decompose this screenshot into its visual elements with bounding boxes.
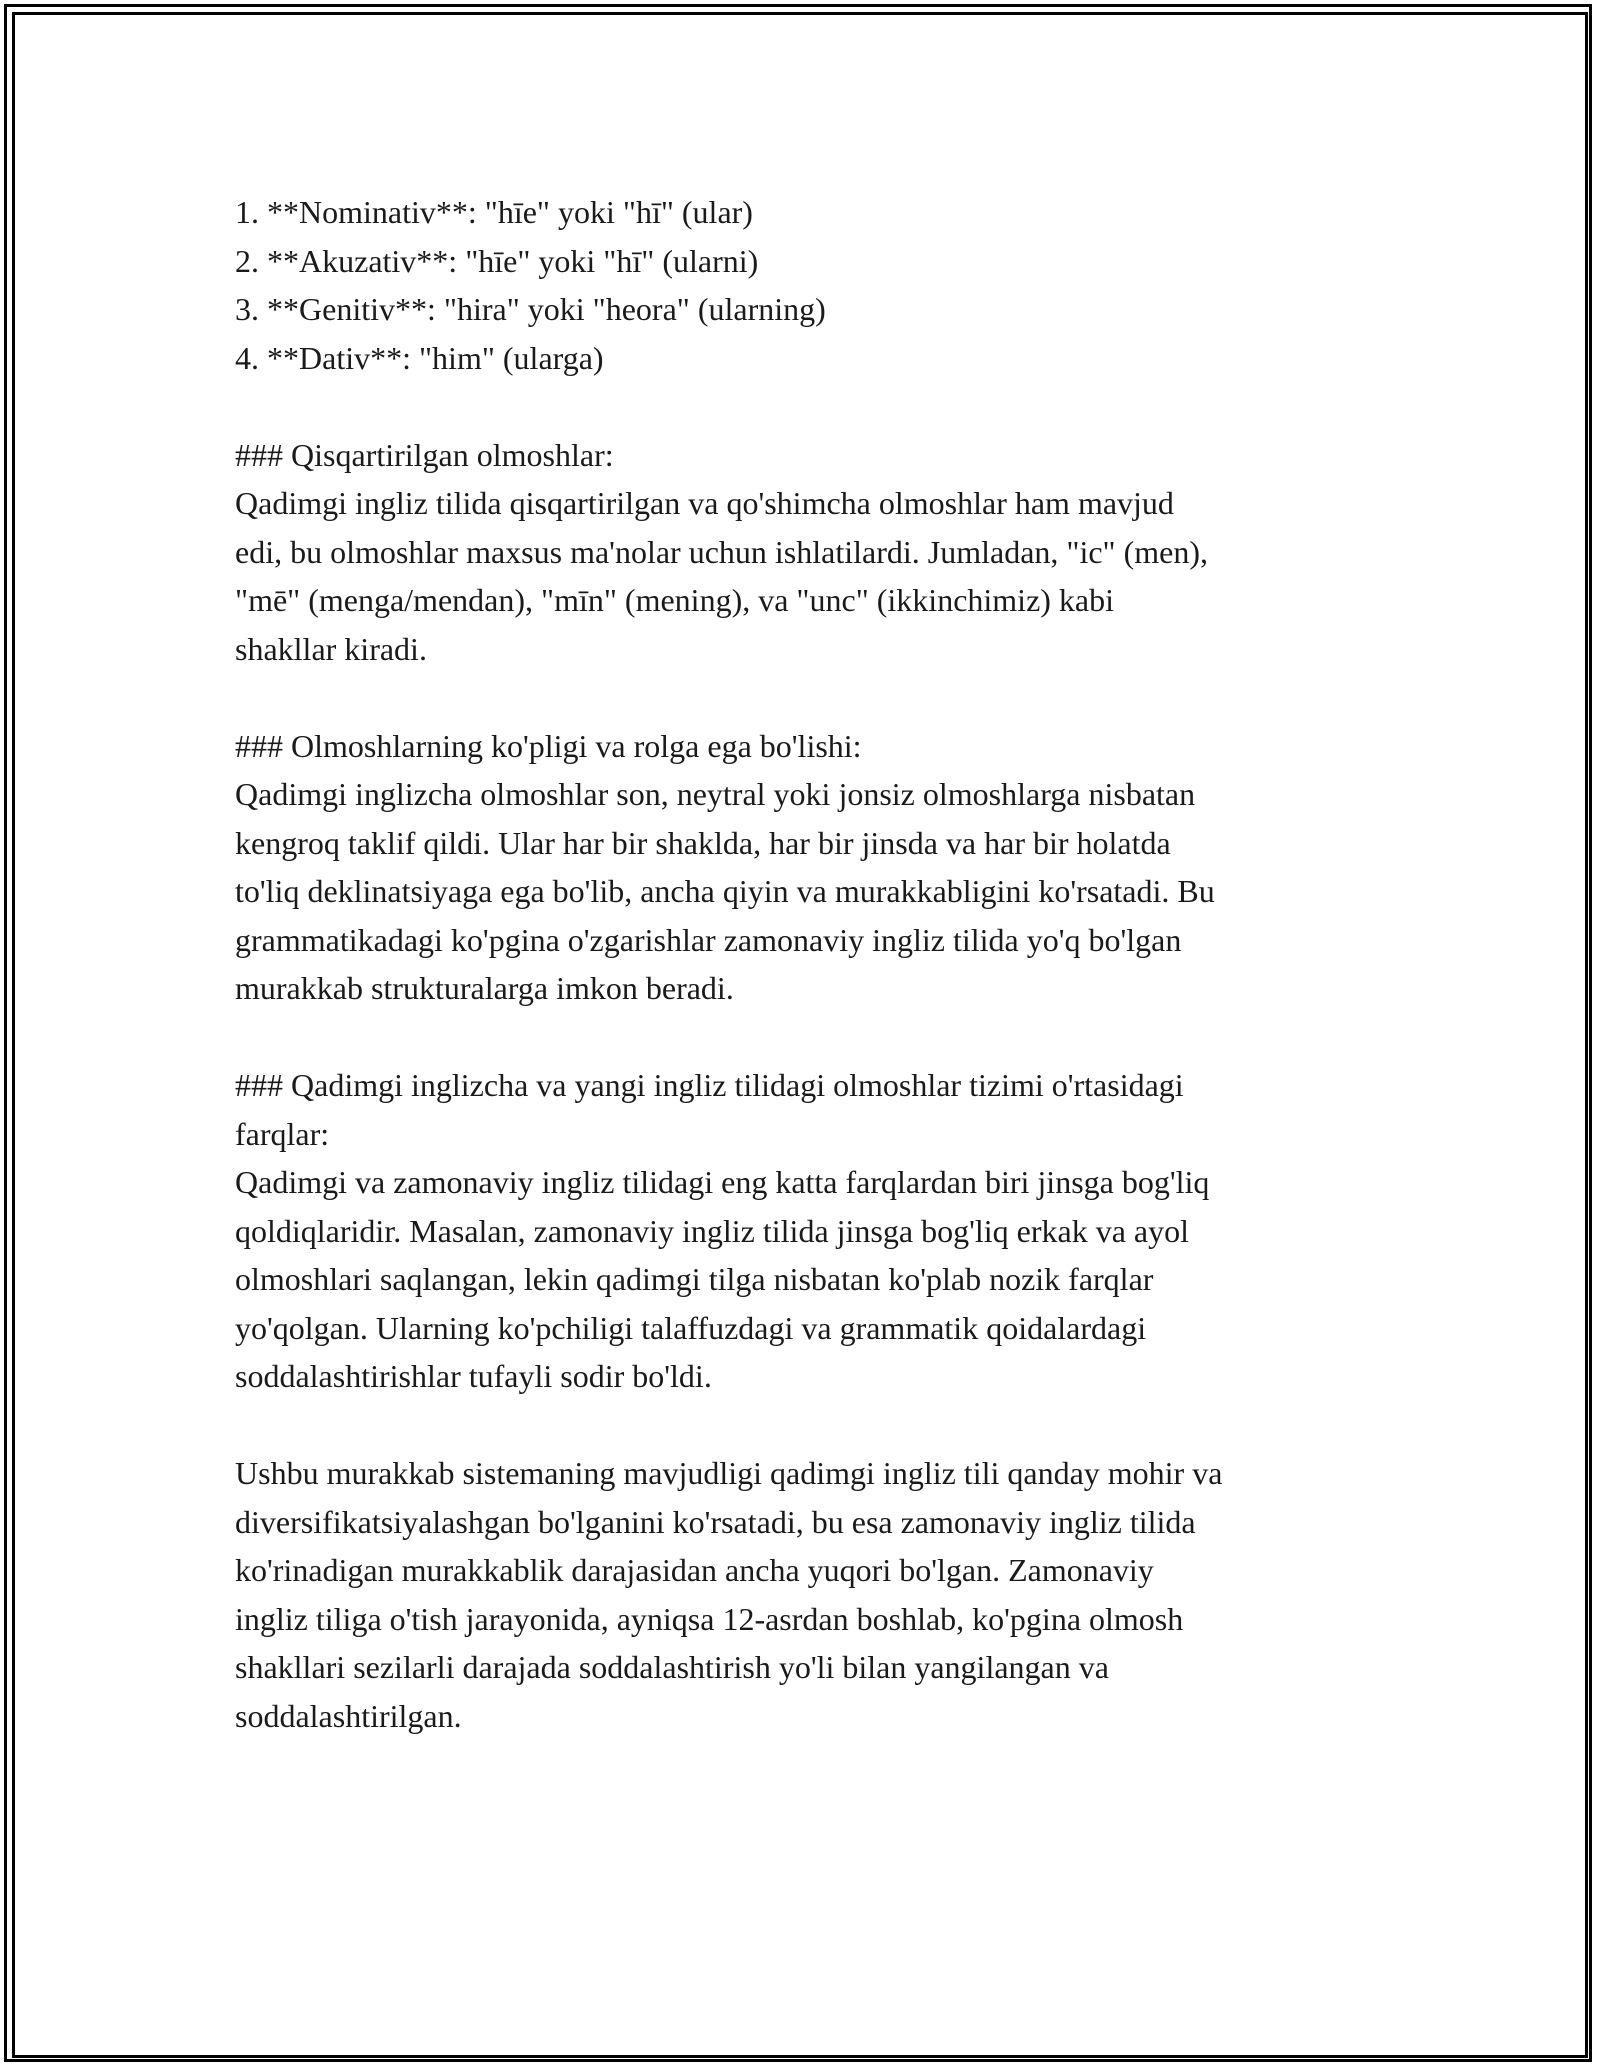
section-text-line: murakkab strukturalarga imkon beradi. bbox=[235, 970, 734, 1006]
conclusion-line: ko'rinadigan murakkablik darajasidan ancha yuqori bo'lgan. Zamonaviy bbox=[235, 1552, 1154, 1588]
list-item-dativ: 4. **Dativ**: "him" (ularga) bbox=[235, 339, 604, 376]
section-heading: ### Qisqartirilgan olmoshlar: bbox=[235, 436, 614, 473]
section-text-line: kengroq taklif qildi. Ular har bir shaklda, har bir jinsda va har bir holatda bbox=[235, 824, 1171, 861]
conclusion-line: shakllari sezilarli darajada soddalashtirish yo'li bilan yangilangan va bbox=[235, 1649, 1109, 1685]
case-list bbox=[235, 188, 1395, 382]
list-item-akuzativ: 2. **Akuzativ**: "hīe" yoki "hī" (ularni) bbox=[235, 242, 759, 279]
conclusion-line: ingliz tiliga o'tish jarayonida, ayniqsa 12-asrdan boshlab, ko'pgina olmosh bbox=[235, 1600, 1184, 1637]
section-heading: farqlar: bbox=[235, 1115, 330, 1152]
section-text-line: to'liq deklinatsiyaga ega bo'lib, ancha qiyin va murakkabligini ko'rsatadi. Bu bbox=[235, 873, 1215, 909]
section-heading: ### Qadimgi inglizcha va yangi ingliz tilidagi olmoshlar tizimi o'rtasidagi bbox=[235, 1067, 1184, 1103]
section-text-line: shakllar kiradi. bbox=[235, 630, 427, 667]
section-kopligi bbox=[235, 722, 1395, 1013]
section-text-line: edi, bu olmoshlar maxsus ma'nolar uchun ishlatilardi. Jumladan, "ic" (men), bbox=[235, 533, 1209, 570]
section-text-line: "mē" (menga/mendan), "mīn" (mening), va "unc" (ikkinchimiz) kabi bbox=[235, 582, 1115, 618]
section-heading: ### Olmoshlarning ko'pligi va rolga ega bo'lishi: bbox=[235, 727, 862, 764]
conclusion-line: Ushbu murakkab sistemaning mavjudligi qadimgi ingliz tili qanday mohir va bbox=[235, 1455, 1223, 1491]
conclusion-paragraph bbox=[235, 1449, 1395, 1740]
list-item-genitiv: 3. **Genitiv**: "hira" yoki "heora" (ularning) bbox=[235, 291, 826, 327]
section-text-line: Qadimgi va zamonaviy ingliz tilidagi eng katta farqlardan biri jinsga bog'liq bbox=[235, 1164, 1210, 1200]
document-body bbox=[235, 188, 1395, 1789]
section-farqlar bbox=[235, 1061, 1395, 1401]
section-text-line: soddalashtirishlar tufayli sodir bo'ldi. bbox=[235, 1358, 712, 1394]
conclusion-line: diversifikatsiyalashgan bo'lganini ko'rsatadi, bu esa zamonaviy ingliz tilida bbox=[235, 1503, 1196, 1540]
list-item-nominativ: 1. **Nominativ**: "hīe" yoki "hī" (ular) bbox=[235, 194, 753, 230]
section-text-line: Qadimgi inglizcha olmoshlar son, neytral yoki jonsiz olmoshlarga nisbatan bbox=[235, 776, 1196, 812]
conclusion-line: soddalashtirilgan. bbox=[235, 1697, 462, 1734]
section-text-line: grammatikadagi ko'pgina o'zgarishlar zamonaviy ingliz tilida yo'q bo'lgan bbox=[235, 921, 1182, 958]
section-text-line: yo'qolgan. Ularning ko'pchiligi talaffuzdagi va grammatik qoidalardagi bbox=[235, 1309, 1147, 1346]
section-text-line: Qadimgi ingliz tilida qisqartirilgan va qo'shimcha olmoshlar ham mavjud bbox=[235, 485, 1174, 521]
section-text-line: qoldiqlaridir. Masalan, zamonaviy ingliz tilida jinsga bog'liq erkak va ayol bbox=[235, 1212, 1189, 1249]
section-qisqartirilgan bbox=[235, 431, 1395, 674]
section-text-line: olmoshlari saqlangan, lekin qadimgi tilga nisbatan ko'plab nozik farqlar bbox=[235, 1261, 1154, 1297]
